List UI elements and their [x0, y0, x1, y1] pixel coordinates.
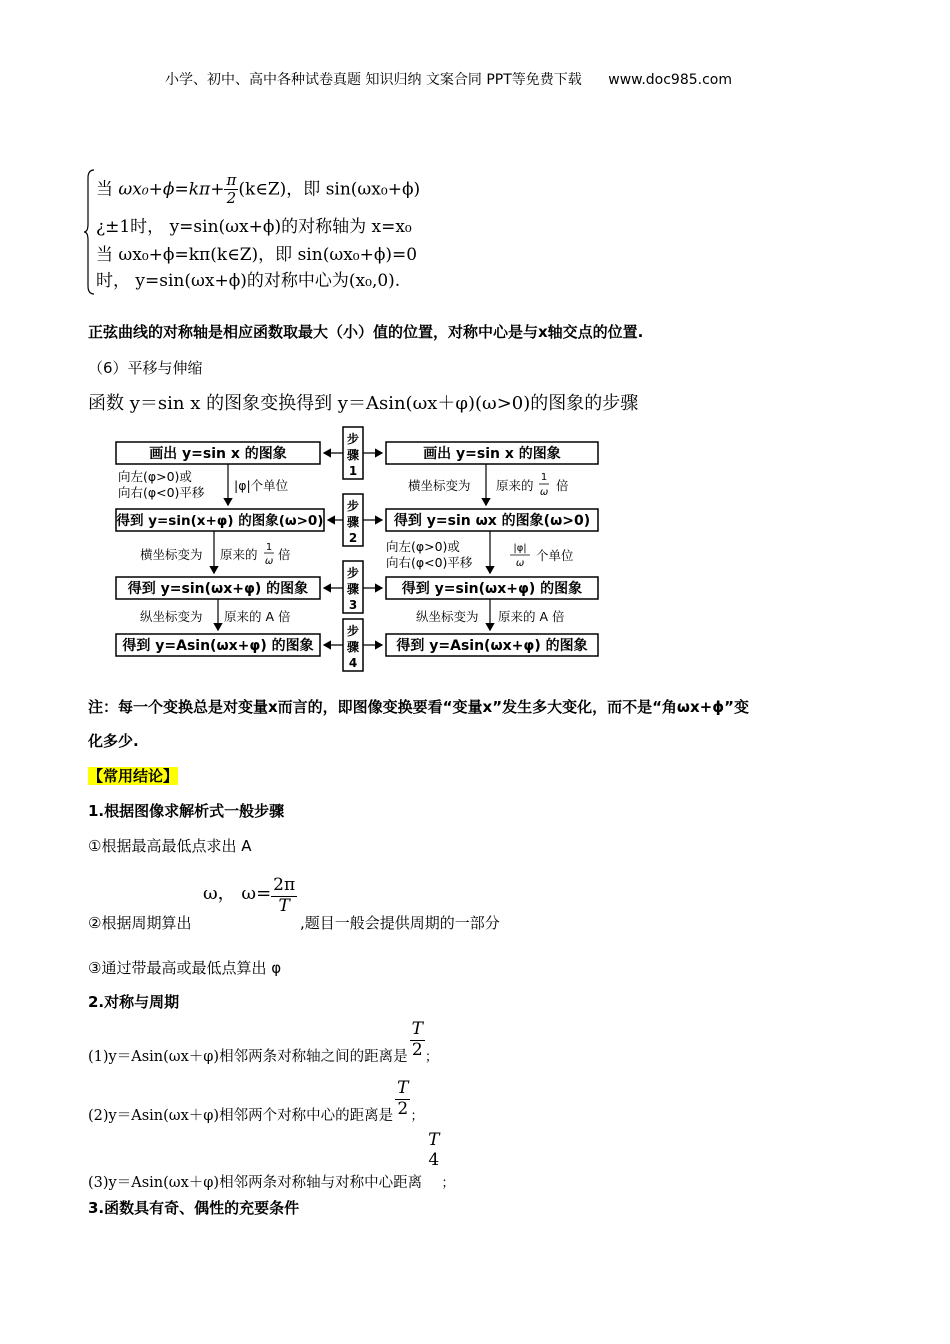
- period-item-1-semi: ；: [424, 1049, 438, 1065]
- step-2-formula: [203, 876, 297, 916]
- left-t1c: |φ|个单位: [234, 478, 289, 493]
- svg-text:步: 步: [346, 624, 360, 638]
- right-box-2-text: 得到 y=sin ωx 的图象(ω>0): [393, 513, 591, 529]
- step-2-post: ,题目一般会提供周期的一部分: [300, 914, 500, 932]
- right-t1b: 原来的: [496, 478, 534, 493]
- svg-text:骤: 骤: [346, 582, 360, 596]
- right-t3b: 原来的 A 倍: [498, 609, 565, 624]
- formula-line-3: 当 ωx₀+ϕ=kπ(k∈Z)，即 sin(ωx₀+ϕ)=0: [96, 245, 418, 265]
- right-box-3-text: 得到 y=sin(ωx+φ) 的图象: [401, 581, 583, 597]
- svg-text:2: 2: [348, 531, 358, 545]
- heading-1: 1.根据图像求解析式一般步骤: [88, 802, 285, 820]
- period-item-3-text: (3)y＝Asin(ωx＋φ)相邻两条对称轴与对称中心距离: [88, 1175, 423, 1192]
- left-t2b: 原来的: [220, 547, 258, 562]
- header: [165, 69, 732, 89]
- section-6-title: （6）平移与伸缩: [88, 359, 203, 377]
- step-2-pre: ②根据周期算出: [88, 914, 192, 932]
- right-box-1-text: 画出 y=sin x 的图象: [423, 446, 561, 462]
- right-t1num: 1: [540, 472, 548, 483]
- left-t2c: 倍: [278, 547, 291, 562]
- step-1-text: ①根据最高最低点求出 A: [88, 837, 252, 855]
- note-line-1: 注：每一个变换总是对变量x而言的，即图像变换要看“变量x”发生多大变化，而不是“角ωx+ϕ”变: [88, 698, 750, 716]
- formula-line-1: [96, 172, 420, 208]
- left-t2den: ω: [264, 556, 274, 567]
- svg-text:骤: 骤: [346, 448, 360, 462]
- step-3-text: ③通过带最高或最低点算出 φ: [88, 959, 282, 977]
- svg-text:步: 步: [346, 499, 360, 513]
- bold-note: 正弦曲线的对称轴是相应函数取最大（小）值的位置，对称中心是与x轴交点的位置.: [88, 323, 644, 341]
- right-t1den: ω: [539, 487, 549, 498]
- period-item-1: [88, 1019, 438, 1065]
- heading-3: 3.函数具有奇、偶性的充要条件: [88, 1199, 300, 1217]
- header-text: 小学、初中、高中各种试卷真题 知识归纳 文案合同 PPT等免费下载: [165, 72, 582, 88]
- period-item-1-frac: $\frac{T}{2}$: [411, 1019, 423, 1060]
- formula-brace: [84, 168, 94, 294]
- left-t3a: 纵坐标变为: [140, 609, 203, 624]
- period-item-3: [88, 1130, 455, 1192]
- left-t1a: 向左(φ>0)或: [118, 469, 192, 484]
- step-2-frac: $\frac{2\pi}{T}$: [273, 875, 296, 916]
- heading-2: 2.对称与周期: [88, 993, 180, 1011]
- common-title-text: 【常用结论】: [88, 767, 179, 785]
- right-t1a: 横坐标变为: [408, 478, 471, 493]
- step-1-label: 步: [346, 432, 360, 446]
- period-item-2-text: (2)y＝Asin(ωx＋φ)相邻两个对称中心的距离是: [88, 1107, 394, 1124]
- right-t2b: 向右(φ<0)平移: [386, 555, 473, 570]
- svg-text:1: 1: [348, 464, 358, 478]
- period-item-2-semi: ；: [410, 1108, 424, 1124]
- intro-text: 函数 y＝sin x 的图象变换得到 y＝Asin(ωx＋φ)(ω>0)的图象的步骤: [88, 393, 639, 414]
- left-t2a: 横坐标变为: [140, 547, 203, 562]
- common-title: [88, 765, 178, 786]
- right-box-4-text: 得到 y=Asin(ωx+φ) 的图象: [396, 638, 588, 654]
- right-t1c: 倍: [556, 478, 569, 493]
- header-url: www.doc985.com: [608, 72, 732, 88]
- right-t2num: |φ|: [513, 543, 527, 554]
- step-2-omega: ω， ω=: [203, 883, 272, 905]
- left-box-3-text: 得到 y=sin(ωx+φ) 的图象: [127, 581, 309, 597]
- left-t1b: 向右(φ<0)平移: [118, 485, 205, 500]
- period-item-3-semi: ；: [441, 1176, 455, 1192]
- right-t2den: ω: [515, 558, 525, 569]
- left-box-1-text: 画出 y=sin x 的图象: [149, 446, 287, 462]
- formula-l1-pre: 当: [96, 179, 113, 200]
- period-item-2-frac: $\frac{T}{2}$: [397, 1078, 409, 1119]
- svg-text:骤: 骤: [346, 515, 360, 529]
- formula-l1-frac: $\frac{\pi}{2}$: [226, 171, 237, 208]
- left-t2num: 1: [265, 542, 273, 553]
- note-line-2: 化多少.: [88, 732, 139, 750]
- period-item-2: [88, 1078, 424, 1124]
- left-t3b: 原来的 A 倍: [224, 609, 291, 624]
- svg-text:3: 3: [348, 598, 358, 612]
- formula-line-4: 时， y=sin(ωx+ϕ)的对称中心为(x₀,0).: [96, 271, 401, 291]
- svg-text:4: 4: [348, 656, 358, 670]
- step-2-text: [88, 880, 192, 932]
- svg-text:步: 步: [346, 566, 360, 580]
- period-item-3-frac: T 4: [428, 1130, 440, 1170]
- formula-l1-post: (k∈Z)，即 sin(ωx₀+ϕ): [238, 179, 421, 200]
- left-box-4-text: 得到 y=Asin(ωx+φ) 的图象: [122, 638, 314, 654]
- period-item-1-text: (1)y＝Asin(ωx＋φ)相邻两条对称轴之间的距离是: [88, 1048, 408, 1065]
- left-box-2-text: 得到 y=sin(x+φ) 的图象(ω>0): [116, 513, 324, 529]
- right-t2a: 向左(φ>0)或: [386, 539, 460, 554]
- svg-text:骤: 骤: [346, 640, 360, 654]
- formula-l1-math: ωx₀+ϕ=kπ+: [118, 179, 225, 200]
- right-t2c: 个单位: [536, 548, 574, 563]
- right-t3a: 纵坐标变为: [416, 609, 479, 624]
- formula-line-2: ¿±1时， y=sin(ωx+ϕ)的对称轴为 x=x₀: [96, 217, 412, 237]
- transform-diagram: [110, 423, 610, 673]
